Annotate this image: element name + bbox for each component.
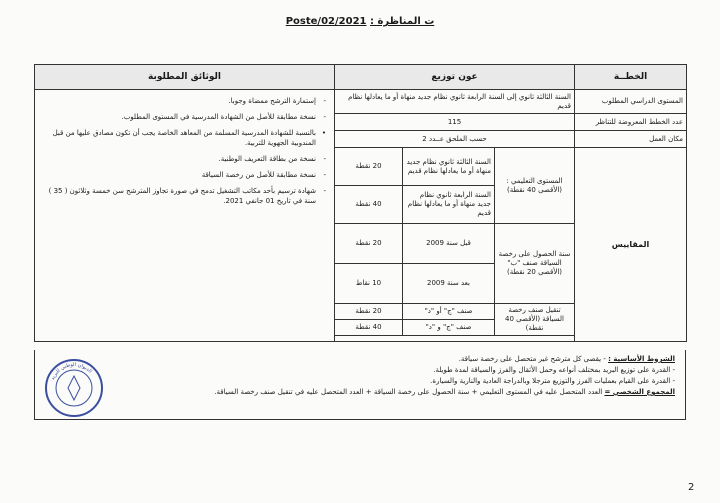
edu-points-1: 20 نقطة <box>335 148 403 186</box>
header-row <box>35 65 687 90</box>
license-points-1: 20 نقطة <box>335 224 403 264</box>
header-docs: الوثائق المطلوبة <box>35 65 335 90</box>
conditions-box: الشروط الأساسية : - يقصى كل مترشح غير متحصل على رخصة سياقة. - القدرة على توزيع البريد بمختلف أنواعه وحمل الأثقال والفرز والسياقة لمدة طويلة. - القدرة على القيام بعمليات الفرز والتوزيع مترجلا وبالدراجة العادية والنارية والسيارة. المجموع الشخصي = العدد المتحصل عليه في المستوى التعليمي + سنة الحصول على رخصة السياقة + العدد المتحصل عليه في تنقيل صنف رخصة السياقة. <box>34 350 686 420</box>
page-number: 2 <box>688 482 695 493</box>
cat-points-1: 20 نقطة <box>335 304 403 320</box>
total-text: العدد المتحصل عليه في المستوى التعليمي + سنة الحصول على رخصة السياقة + العدد المتحصل عليه في تنقيل صنف رخصة السياقة. <box>214 388 603 396</box>
condition-line: القدرة على توزيع البريد بمختلف أنواعه وحمل الأثقال والفرز والسياقة لمدة طويلة. <box>433 366 671 374</box>
cat-label: تنقيل صنف رخصة السياقة (الأقصى 40 نقطة) <box>495 304 575 336</box>
competition-table <box>34 64 687 342</box>
cat-points-2: 40 نقطة <box>335 320 403 336</box>
cat-desc-1: صنف "ج" أو "د" <box>403 304 495 320</box>
stamp-text: الديوان الوطني للبريد <box>49 361 94 381</box>
criteria-label: المقاييس <box>575 148 687 342</box>
document-item: - نسخة من بطاقة التعريف الوطنية. <box>41 154 316 164</box>
level-label: المستوى الدراسي المطلوب <box>575 90 687 114</box>
count-value: 115 <box>335 114 575 131</box>
document-item: - إستمارة الترشح ممضاة وجوبا. <box>41 96 316 106</box>
place-value: حسب الملحق عــدد 2 <box>335 131 575 148</box>
license-label: سنة الحصول على رخصة السياقة صنف "ب" (الأقصى 20 نقطة) <box>495 224 575 304</box>
document-item: - نسخة مطابقة للأصل من الشهادة المدرسية في المستوى المطلوب. <box>41 112 316 122</box>
license-points-2: 10 نقاط <box>335 264 403 304</box>
title-code: 2021/Poste/02 <box>285 16 367 27</box>
cat-desc-2: صنف "ج" و "د" <box>403 320 495 336</box>
edu-desc-1: السنة الثالثة ثانوي نظام جديد منهاة أو ما يعادلها نظام قديم <box>403 148 495 186</box>
license-desc-2: بعد سنة 2009 <box>403 264 495 304</box>
edu-desc-2: السنة الرابعة ثانوي نظام جديد منهاة أو ما يعادلها نظام قديم <box>403 186 495 224</box>
level-row <box>35 90 687 114</box>
post-office-stamp <box>44 358 104 418</box>
conditions-label: الشروط الأساسية : <box>608 355 675 363</box>
edu-points-2: 40 نقطة <box>335 186 403 224</box>
header-agent: عون توزيع <box>335 65 575 90</box>
documents-list <box>41 96 328 206</box>
document-title <box>0 16 720 27</box>
title-prefix: ت المناظرة : <box>370 16 435 27</box>
document-item: - نسخة مطابقة للأصل من رخصة السياقة <box>41 170 316 180</box>
level-value: السنة الثالثة ثانوي إلى السنة الرابعة ثانوي نظام جديد منهاة أو ما يعادلها نظام قديم <box>335 90 575 114</box>
condition-line: يقصى كل مترشح غير متحصل على رخصة سياقة. <box>458 355 602 363</box>
license-desc-1: قبل سنة 2009 <box>403 224 495 264</box>
header-plan: الخطــة <box>575 65 687 90</box>
edu-label: المستوى التعليمي : (الأقصى 40 نقطة) <box>495 148 575 224</box>
condition-line: القدرة على القيام بعمليات الفرز والتوزيع مترجلا وبالدراجة العادية والنارية والسيارة. <box>430 377 671 385</box>
document-item: - شهادة ترسيم بأحد مكاتب التشغيل تدمج في صورة تجاوز المترشح سن خمسة وثلاثون ( 35 ) سنة في تاريخ 01 جانفي 2021. <box>41 186 316 206</box>
spacer-cell <box>335 336 575 342</box>
count-label: عدد الخطط المعروضة للتناظر <box>575 114 687 131</box>
total-label: المجموع الشخصي = <box>604 388 675 396</box>
documents-cell <box>35 90 335 342</box>
svg-text:الديوان الوطني للبريد <box>50 362 93 381</box>
document-item: • بالنسبة للشهادة المدرسية المسلمة من المعاهد الخاصة يجب أن تكون مصادق عليها من قبل المندوبية الجهوية للتربية. <box>41 128 316 148</box>
place-label: مكان العمل <box>575 131 687 148</box>
